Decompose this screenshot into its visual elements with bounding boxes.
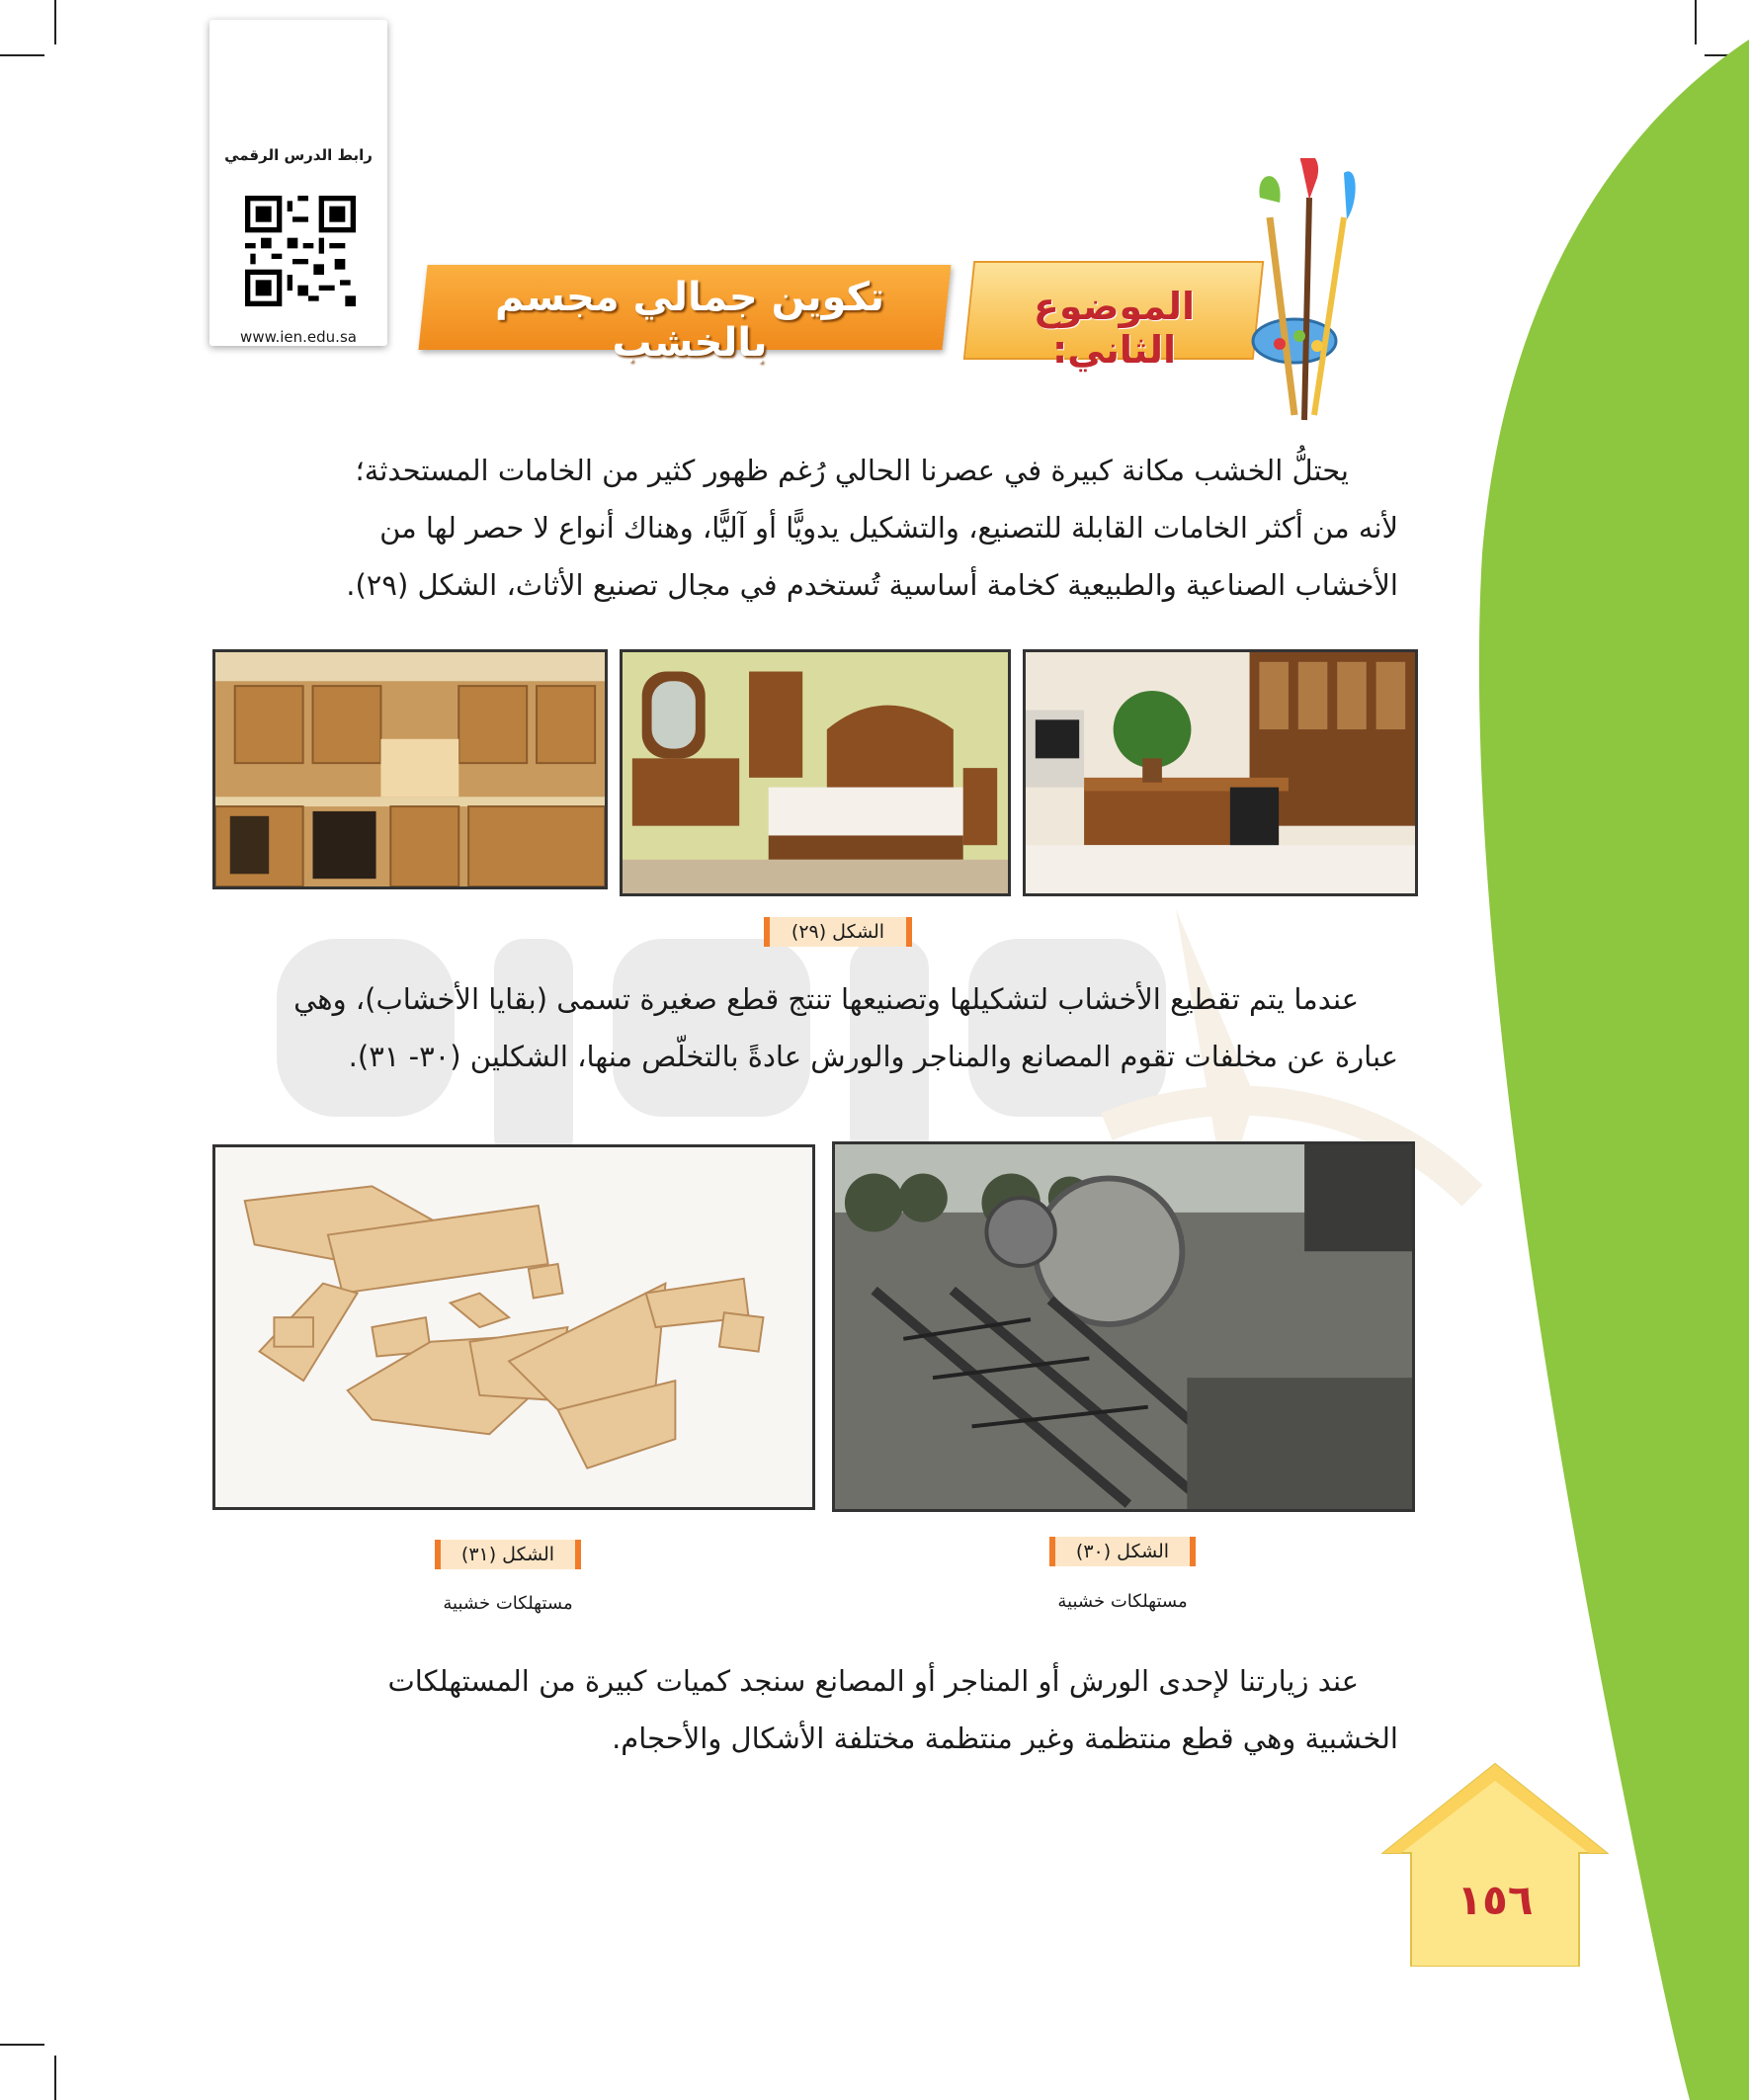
crop-mark [54, 0, 56, 44]
page-number: ١٥٦ [1457, 1876, 1534, 1924]
intro-line: الأخشاب الصناعية والطبيعية كخامة أساسية تُستخدم في مجال تصنيع الأثاث، الشكل (٢٩). [346, 568, 1398, 602]
visit-line: عند زيارتنا لإحدى الورش أو المناجر أو المصانع سنجد كميات كبيرة من المستهلكات [387, 1664, 1359, 1698]
kitchen-furniture-photo [212, 649, 608, 889]
qr-caption: رابط الدرس الرقمي [224, 146, 373, 164]
qr-card[interactable] [209, 20, 387, 346]
qr-code-icon[interactable] [245, 196, 356, 306]
intro-line: يحتلُّ الخشب مكانة كبيرة في عصرنا الحالي رُغم ظهور كثير من الخامات المستحدثة؛ [355, 454, 1349, 487]
intro-line: لأنه من أكثر الخامات القابلة للتصنيع، والتشكيل يدويًّا أو آليًّا، وهناك أنواع لا حصر لها من [379, 511, 1398, 545]
intro-paragraph [208, 442, 1398, 614]
figure-30-label: الشكل (٣٠) [1049, 1537, 1196, 1566]
wood-scraps-photo [212, 1144, 815, 1510]
crop-mark [0, 2044, 44, 2046]
subject-banner [963, 247, 1359, 376]
lesson-title: تكوين جمالي مجسم بالخشب [494, 275, 885, 366]
leftovers-paragraph [208, 970, 1398, 1085]
leftovers-line: عندما يتم تقطيع الأخشاب لتشكيلها وتصنيعها تنتج قطع صغيرة تسمى (بقايا الأخشاب)، وهي [293, 982, 1359, 1016]
house-icon [1381, 1759, 1609, 1967]
page-number-badge [1381, 1759, 1609, 1967]
office-furniture-photo [1023, 649, 1418, 896]
crop-mark [54, 2056, 56, 2100]
figure-30-caption: مستهلكات خشبية [1057, 1591, 1188, 1612]
figure-29-label: الشكل (٢٩) [764, 917, 912, 947]
qr-site-link[interactable]: www.ien.edu.sa [240, 328, 357, 346]
paint-brushes-icon [1250, 158, 1369, 425]
visit-line: الخشبية وهي قطع منتظمة وغير منتظمة مختلفة الأشكال والأحجام. [612, 1722, 1398, 1755]
leftovers-line: عبارة عن مخلفات تقوم المصانع والمناجر والورش عادةً بالتخلّص منها، الشكلين (٣٠- ٣١). [348, 1040, 1398, 1073]
visit-paragraph [208, 1652, 1398, 1767]
figure-31-label: الشكل (٣١) [435, 1540, 581, 1569]
sawmill-photo [832, 1141, 1415, 1512]
figure-31-caption: مستهلكات خشبية [443, 1593, 573, 1614]
bedroom-furniture-photo [620, 649, 1011, 896]
subject-label: الموضوع الثاني: [1033, 285, 1196, 372]
crop-mark [0, 54, 44, 56]
lesson-title-banner [393, 255, 966, 364]
